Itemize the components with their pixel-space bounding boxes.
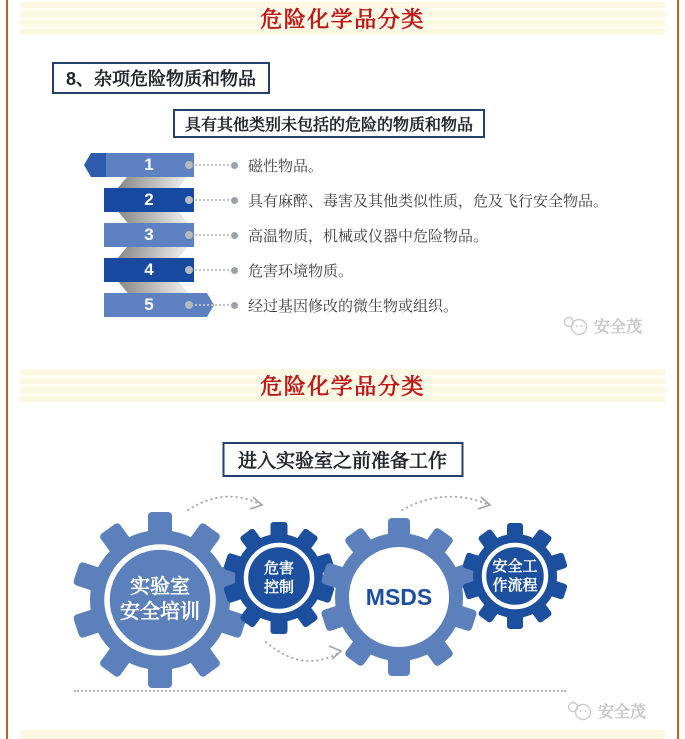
connector-dot — [231, 197, 238, 204]
connector-dash — [195, 199, 229, 201]
watermark-text: 安全茂 — [598, 704, 647, 721]
ribbon-number-4 — [104, 258, 194, 282]
dotted-connector — [185, 196, 238, 204]
section1-heading-box — [52, 62, 270, 94]
section1-title-banner — [20, 2, 665, 35]
ribbon-number-1 — [104, 153, 194, 177]
dotted-separator — [74, 690, 566, 692]
section2-heading-box — [222, 442, 463, 477]
item-text: 危害环境物质。 — [248, 262, 354, 280]
connector-dash — [195, 164, 229, 166]
gear-label-line2: 安全培训 — [120, 601, 200, 623]
left-border-line — [6, 0, 8, 739]
connector-dot — [185, 231, 193, 239]
ribbon-fold — [117, 175, 189, 189]
watermark-logo-icon — [566, 700, 594, 722]
watermark-text: 安全茂 — [594, 319, 643, 336]
arrow-arc-3-4 — [402, 497, 489, 510]
item-text: 高温物质，机械或仪器中危险物品。 — [248, 227, 489, 245]
list-item — [104, 258, 608, 282]
section1-subtitle-box — [173, 109, 485, 138]
connector-dot — [185, 161, 193, 169]
connector-dot — [231, 267, 238, 274]
list-item — [104, 188, 608, 212]
dotted-connector — [185, 161, 238, 169]
right-border-line — [677, 0, 679, 739]
list-item — [104, 223, 608, 247]
item-number: 5 — [144, 295, 154, 314]
arrowhead-icon — [250, 497, 262, 509]
gear-msds — [318, 516, 480, 678]
item-number: 1 — [144, 155, 154, 174]
arrow-arc-1-2 — [188, 497, 261, 510]
gear-label-line2: 控制 — [263, 579, 295, 596]
dotted-connector — [185, 266, 238, 274]
ribbon-fold — [117, 210, 189, 224]
item-number: 4 — [144, 260, 154, 279]
connector-dot — [185, 301, 193, 309]
gear-label-line1: 危害 — [263, 560, 295, 577]
connector-dash — [195, 304, 229, 306]
gear-safe-work-flow — [461, 522, 569, 630]
list-item — [104, 153, 608, 177]
dotted-connector — [185, 231, 238, 239]
ribbon-number-3 — [104, 223, 194, 247]
dotted-connector — [185, 301, 238, 309]
gear-label-line1: 安全工 — [492, 558, 538, 575]
item-number: 3 — [144, 225, 154, 244]
connector-dot — [231, 162, 238, 169]
list-item — [104, 293, 608, 317]
arrowhead-icon — [478, 497, 490, 509]
hazard-item-list — [104, 153, 608, 328]
bottom-cream-strip — [20, 730, 665, 739]
gear-label-line1: 实验室 — [130, 576, 190, 598]
section2-heading-text: 进入实验室之前准备工作 — [237, 451, 448, 472]
item-text: 具有麻醉、毒害及其他类似性质，危及飞行安全物品。 — [248, 192, 609, 210]
item-number: 2 — [144, 190, 154, 209]
item-text: 磁性物品。 — [248, 157, 324, 175]
connector-dot — [231, 302, 238, 309]
section2-title-banner — [20, 369, 665, 402]
connector-dot — [185, 196, 193, 204]
ribbon-fold — [117, 245, 189, 259]
connector-dot — [231, 232, 238, 239]
gear-label-line1: MSDS — [365, 584, 433, 610]
item-text: 经过基因修改的微生物或组织。 — [248, 297, 459, 315]
connector-dash — [195, 234, 229, 236]
connector-dash — [195, 269, 229, 271]
ribbon-number-5 — [104, 293, 194, 317]
ribbon-number-2 — [104, 188, 194, 212]
section1-subtitle-text: 具有其他类别未包括的危险的物质和物品 — [185, 117, 474, 134]
section2-page-title: 危险化学品分类 — [260, 374, 425, 399]
watermark — [566, 699, 646, 722]
watermark — [562, 314, 642, 337]
section1-heading-text: 8、杂项危险物质和物品 — [66, 69, 257, 89]
watermark-logo-icon — [562, 315, 590, 337]
gear-label-line2: 作流程 — [492, 577, 538, 594]
connector-dot — [185, 266, 193, 274]
ribbon-fold — [117, 280, 189, 294]
section1-page-title: 危险化学品分类 — [260, 7, 425, 32]
